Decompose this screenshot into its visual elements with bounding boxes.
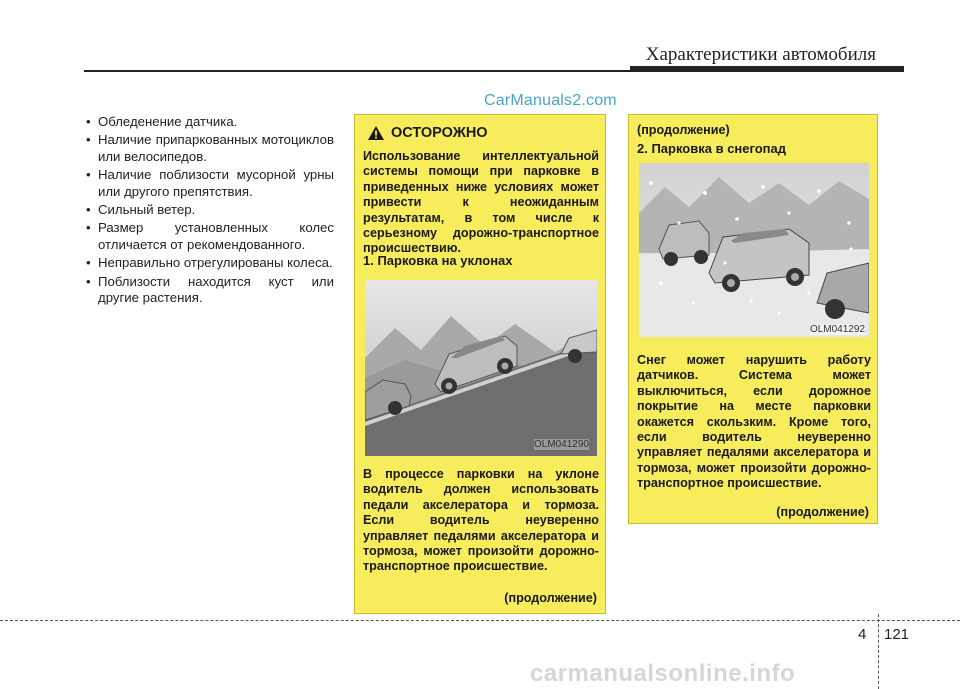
- continued-box: [628, 114, 878, 524]
- slope-parking-illustration: [365, 280, 597, 456]
- section-heading: 2. Парковка в снегопад: [637, 141, 787, 156]
- list-item: • Наличие припаркованных мотоциклов или велосипедов.: [84, 132, 334, 165]
- warning-header: [367, 125, 488, 141]
- conditions-list: [84, 114, 334, 308]
- header-rule-accent: [630, 66, 904, 72]
- list-item: • Размер установленных колес отличается от рекомендованного.: [84, 220, 334, 253]
- continued-label: (продолжение): [504, 591, 597, 605]
- snow-scene-image: [639, 163, 869, 337]
- list-item: • Обледенение датчика.: [84, 114, 334, 130]
- list-item: • Поблизости находится куст или другие растения.: [84, 274, 334, 307]
- warning-box: [354, 114, 606, 614]
- list-item: • Сильный ветер.: [84, 202, 334, 218]
- chapter-number: 4: [858, 626, 867, 643]
- watermark-link[interactable]: CarManuals2.com: [484, 92, 617, 109]
- list-item: • Неправильно отрегулированы колеса.: [84, 255, 334, 271]
- warning-title: ОСТОРОЖНО: [391, 125, 488, 141]
- continued-label-top: (продолжение): [637, 123, 730, 137]
- footer-rule: [0, 620, 960, 621]
- footer-divider: [878, 614, 879, 689]
- warning-triangle-icon: [367, 125, 385, 141]
- section-heading: 1. Парковка на уклонах: [363, 253, 513, 268]
- warning-intro: Использование интеллектуальной системы помощи при парковке в приведенных ниже условиях может привести к неожиданным результатам, в том числе к серьезному дорожно-транспортное происшествию.: [363, 149, 599, 256]
- page-header-title: Характеристики автомобиля: [645, 44, 876, 65]
- continued-label: (продолжение): [776, 505, 869, 519]
- warning-body: В процессе парковки на уклоне водитель должен использовать педали акселератора и тормоза. Если водитель неуверенно управляет педалями акселератора и тормоза, может произойти дорожно-транспортное происшествие.: [363, 467, 599, 574]
- slope-scene-image: [365, 280, 597, 456]
- list-item: • Наличие поблизости мусорной урны или другого препятствия.: [84, 167, 334, 200]
- image-code: OLM041290: [533, 439, 589, 450]
- image-code: OLM041292: [809, 324, 865, 335]
- continued-body: Снег может нарушить работу датчиков. Система может выключиться, если дорожное покрытие на месте парковки окажется скользким. Кроме того, если водитель неуверенно управляет педалями акселератора и тормоза, может произойти дорожно-транспортное происшествие.: [637, 353, 871, 491]
- page-number: 121: [884, 626, 910, 643]
- snow-parking-illustration: [639, 163, 869, 337]
- watermark-bottom: carmanualsonline.info: [530, 660, 796, 687]
